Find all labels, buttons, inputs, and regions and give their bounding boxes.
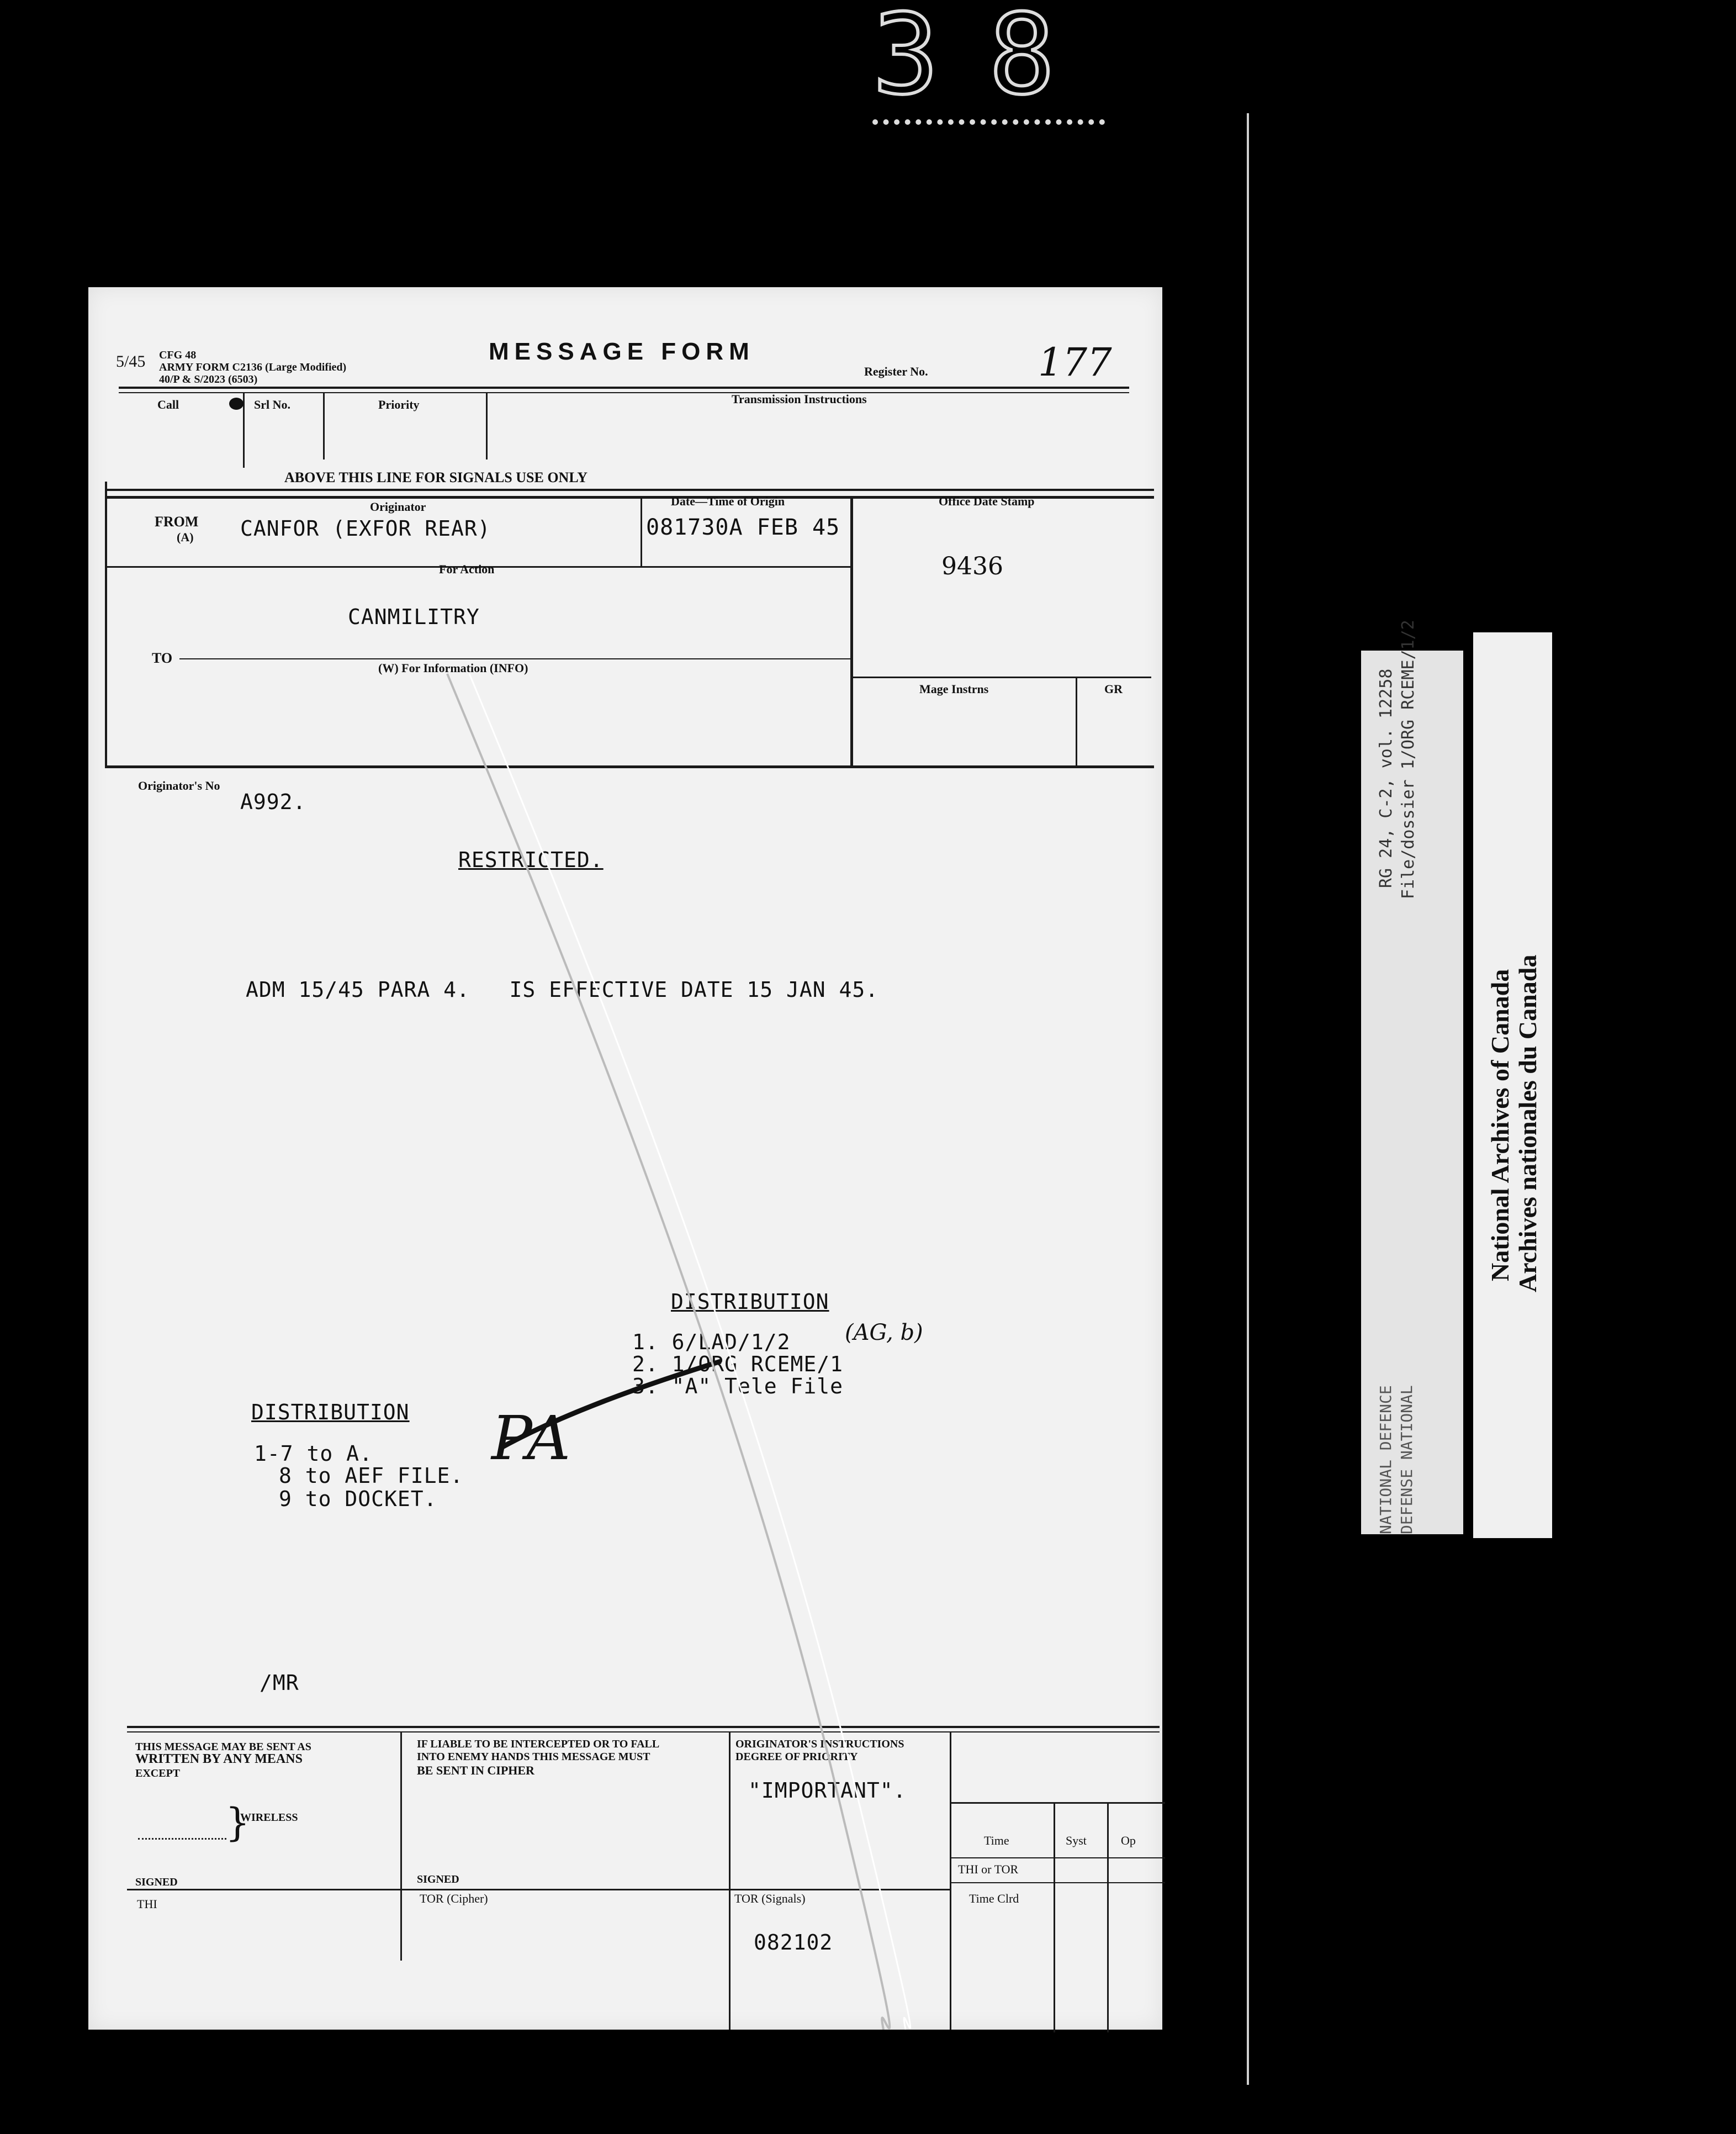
for-action-label: For Action xyxy=(439,562,495,576)
film-divider xyxy=(1247,113,1249,2085)
op-column-label: Op xyxy=(1121,1834,1136,1847)
srl-label: Srl No. xyxy=(254,398,290,411)
army-form-code: ARMY FORM C2136 (Large Modified) xyxy=(159,361,347,373)
thi-or-tor-label: THI or TOR xyxy=(958,1862,1019,1876)
degree-of-priority-label: DEGREE OF PRIORITY xyxy=(735,1751,858,1763)
transmission-label: Transmission Instructions xyxy=(732,392,867,406)
from-label: FROM xyxy=(155,514,199,530)
originator-number-label: Originator's No xyxy=(138,779,220,793)
footer-cipher-line2: INTO ENEMY HANDS THIS MESSAGE MUST xyxy=(417,1751,650,1763)
office-stamp-value: 9436 xyxy=(941,552,1003,580)
originator-label: Originator xyxy=(370,500,426,514)
message-form-document: 5/45 CFG 48 ARMY FORM C2136 (Large Modified) 40/P & S/2023 (6503) MESSAGE FORM Register No. 177 Call Srl No. Priority Transmission Instructions ABOVE THIS LINE FOR SIGNALS USE ONLY Originator Date—Time of Origin Office Date Stamp FROM (A) CANFOR (EXFOR REAR) 081730A FEB 45 9436 For Action CANMILITRY TO (W) For Information (INFO) Mage Instrns GR Originator's No A992. RESTRICTED. ADM 15/45 PARA 4. IS EFFECTIVE DATE 15 JAN 45. DISTRIBUTION 1. 6/LAD/1/2 2. 1/ORG RCEME/1 3. "A" Tele File (AG, b) DISTRIBUTION 1-7 to A. 8 to AEF FILE. 9 to DOCKET. PA /MR THIS MESSAGE MAY BE SENT AS WRITTEN BY ANY MEANS EXCEPT WIRELESS } SIGNED IF LIABLE TO BE INTERCEPTED OR TO FALL INTO ENEMY HANDS THIS MESSAGE MUST BE SENT IN CIPHER SIGNED ORIGINATOR'S INSTRUCTIONS DEGREE OF PRIORITY "IMPORTANT". Time Syst Op THI or TOR Time Clrd THI TOR (Cipher) TOR (Signals) 082102 xyxy=(88,287,1162,2030)
print-code: 40/P & S/2023 (6503) xyxy=(159,373,258,385)
thi-label: THI xyxy=(137,1897,157,1911)
archives-name-french: Archives nationales du Canada xyxy=(1513,954,1542,1292)
tor-cipher-label: TOR (Cipher) xyxy=(420,1892,488,1905)
archive-reference-line2: File/dossier 1/ORG RCEME/1/2 xyxy=(1399,620,1418,899)
distribution-left-title: DISTRIBUTION xyxy=(251,1400,410,1424)
footer-means-line2: WRITTEN BY ANY MEANS xyxy=(135,1752,303,1766)
distribution-right-item: 3. "A" Tele File xyxy=(632,1374,844,1398)
originator-number-value: A992. xyxy=(240,790,306,814)
distribution-left-item: 8 to AEF FILE. xyxy=(279,1464,464,1488)
wireless-label: WIRELESS xyxy=(240,1811,298,1824)
message-body: ADM 15/45 PARA 4. IS EFFECTIVE DATE 15 JAN 45. xyxy=(246,978,879,1002)
message-instructions-label: Mage Instrns xyxy=(919,682,989,696)
signed-label: SIGNED xyxy=(135,1876,178,1888)
national-archives-label xyxy=(1473,632,1552,1538)
frame-number: 38 xyxy=(872,0,1105,110)
gr-label: GR xyxy=(1104,682,1123,696)
syst-column-label: Syst xyxy=(1066,1834,1087,1847)
tor-signals-value: 082102 xyxy=(754,1930,833,1955)
classification: RESTRICTED. xyxy=(458,848,604,872)
cfg-code: CFG 48 xyxy=(159,349,197,361)
typist-reference: /MR xyxy=(260,1671,299,1695)
register-number: 177 xyxy=(1038,340,1112,385)
distribution-right-item: 1. 6/LAD/1/2 xyxy=(632,1330,791,1354)
to-label: TO xyxy=(152,650,173,666)
tor-signals-label: TOR (Signals) xyxy=(734,1892,806,1905)
distribution-right-item: 2. 1/ORG RCEME/1 xyxy=(632,1352,844,1376)
time-column-label: Time xyxy=(984,1834,1009,1847)
from-value: CANFOR (EXFOR REAR) xyxy=(240,516,491,541)
distribution-right-title: DISTRIBUTION xyxy=(671,1290,829,1314)
signed-label: SIGNED xyxy=(417,1873,459,1885)
register-label: Register No. xyxy=(864,365,928,378)
footer-means-line1: THIS MESSAGE MAY BE SENT AS xyxy=(135,1741,311,1753)
archives-name-english: National Archives of Canada xyxy=(1486,969,1514,1281)
for-action-value: CANMILITRY xyxy=(348,605,480,629)
priority-value: "IMPORTANT". xyxy=(748,1778,907,1803)
originator-instructions-label: ORIGINATOR'S INSTRUCTIONS xyxy=(735,1738,904,1750)
from-sub-label: (A) xyxy=(177,530,194,544)
department-line2: DEFENSE NATIONAL xyxy=(1398,1385,1416,1534)
signals-only-note: ABOVE THIS LINE FOR SIGNALS USE ONLY xyxy=(284,469,588,485)
info-label: (W) For Information (INFO) xyxy=(378,661,528,675)
archive-reference-line1: RG 24, C-2, vol. 12258 xyxy=(1377,668,1396,888)
form-title: MESSAGE FORM xyxy=(489,338,755,365)
distribution-left-item: 1-7 to A. xyxy=(254,1441,373,1466)
form-code: 5/45 xyxy=(116,352,146,371)
archive-reference-label xyxy=(1361,620,1463,1534)
call-label: Call xyxy=(157,398,179,411)
time-cleared-label: Time Clrd xyxy=(969,1892,1019,1905)
department-line1: NATIONAL DEFENCE xyxy=(1377,1385,1395,1534)
date-time-value: 081730A FEB 45 xyxy=(646,515,840,540)
distribution-note: (AG, b) xyxy=(845,1320,923,1345)
distribution-left-item: 9 to DOCKET. xyxy=(279,1487,437,1511)
footer-cipher-line1: IF LIABLE TO BE INTERCEPTED OR TO FALL xyxy=(417,1738,660,1750)
priority-label: Priority xyxy=(378,398,420,411)
paper-fold-crease xyxy=(88,287,1162,2030)
footer-cipher-line3: BE SENT IN CIPHER xyxy=(417,1763,534,1777)
office-stamp-label: Office Date Stamp xyxy=(939,494,1035,508)
footer-means-line3: EXCEPT xyxy=(135,1767,181,1779)
date-time-label: Date—Time of Origin xyxy=(671,494,785,508)
handwritten-initials: PA xyxy=(491,1403,571,1473)
